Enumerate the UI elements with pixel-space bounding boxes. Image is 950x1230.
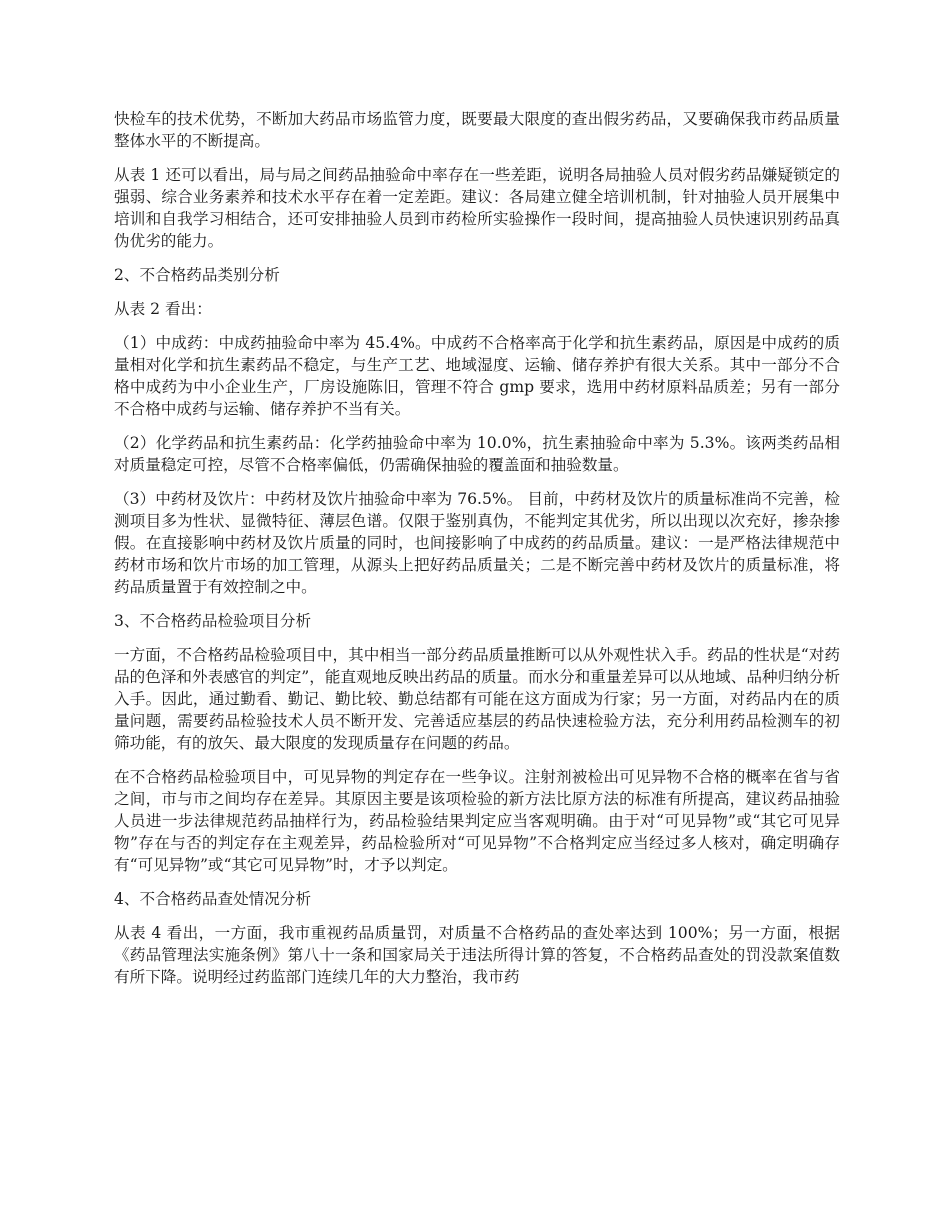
paragraph-chemical-antibiotic: （2）化学药品和抗生素药品：化学药抽验命中率为 10.0%，抗生素抽验命中率为 5.3%。该两类药品相对质量稳定可控，尽管不合格率偏低，仍需确保抽验的覆盖面和抽验数量。 [114, 434, 840, 474]
section-heading-category-analysis: 2、不合格药品类别分析 [114, 266, 280, 284]
paragraph-visible-particles: 在不合格药品检验项目中，可见异物的判定存在一些争议。注射剂被检出可见异物不合格的概率在省与省之间，市与市之间均存在差异。其原因主要是该项检验的新方法比原方法的标准有所提高，建议药品抽验人员进一步法律规范药品抽样行为，药品检验结果判定应当客观明确。由于对“可见异物”或“其它可见异物”存在与否的判定存在主观差异，药品检验所对“可见异物”不合格判定应当经过多人核对，确定明确存有“可见异物”或“其它可见异物”时，才予以判定。 [114, 768, 840, 874]
paragraph-tech-advantage: 快检车的技术优势，不断加大药品市场监管力度，既要最大限度的查出假劣药品，又要确保我市药品质量整体水平的不断提高。 [114, 110, 840, 150]
section-heading-enforcement: 4、不合格药品查处情况分析 [114, 890, 312, 908]
paragraph-table1-analysis: 从表 1 还可以看出，局与局之间药品抽验命中率存在一些差距，说明各局抽验人员对假劣药品嫌疑锁定的强弱、综合业务素养和技术水平存在着一定差距。建议：各局建立健全培训机制，针对抽验人员开展集中培训和自我学习相结合，还可安排抽验人员到市药检所实验操作一段时间，提高抽验人员快速识别药品真伪优劣的能力。 [114, 166, 840, 250]
paragraph-herbal-decoction: （3）中药材及饮片：中药材及饮片抽验命中率为 76.5%。 目前，中药材及饮片的质量标准尚不完善，检测项目多为性状、显微特征、薄层色谱。仅限于鉴别真伪，不能判定其优劣，所以出现以次充好，掺杂掺假。在直接影响中药材及饮片质量的同时，也间接影响了中成药的药品质量。建议：一是严格法律规范中药材市场和饮片市场的加工管理，从源头上把好药品质量关；二是不断完善中药材及饮片的质量标准，将药品质量置于有效控制之中。 [114, 490, 840, 596]
paragraph-table4-analysis: 从表 4 看出，一方面，我市重视药品质量罚，对质量不合格药品的查处率达到 100%；另一方面，根据《药品管理法实施条例》第八十一条和国家局关于违法所得计算的答复，不合格药品查处的罚没款案值数有所下降。说明经过药监部门连续几年的大力整治，我市药 [114, 924, 840, 986]
paragraph-appearance-inspection: 一方面，不合格药品检验项目中，其中相当一部分药品质量推断可以从外观性状入手。药品的性状是“对药品的色泽和外表感官的判定”，能直观地反映出药品的质量。而水分和重量差异可以从地域、品种归纳分析入手。因此，通过勤看、勤记、勤比较、勤总结都有可能在这方面成为行家；另一方面，对药品内在的质量问题，需要药品检验技术人员不断开发、完善适应基层的药品快速检验方法，充分利用药品检测车的初筛功能，有的放矢、最大限度的发现质量存在问题的药品。 [114, 646, 840, 752]
paragraph-chinese-patent-medicine: （1）中成药：中成药抽验命中率为 45.4%。中成药不合格率高于化学和抗生素药品，原因是中成药的质量相对化学和抗生素药品不稳定，与生产工艺、地域湿度、运输、储存养护有很大关系。其中一部分不合格中成药为中小企业生产，厂房设施陈旧，管理不符合 gmp 要求，选用中药材原料品质差；另有一部分不合格中成药与运输、储存养护不当有关。 [114, 334, 840, 418]
section-heading-inspection-items: 3、不合格药品检验项目分析 [114, 612, 312, 630]
paragraph-table2-intro: 从表 2 看出： [114, 300, 212, 318]
document-body [114, 108, 840, 1000]
